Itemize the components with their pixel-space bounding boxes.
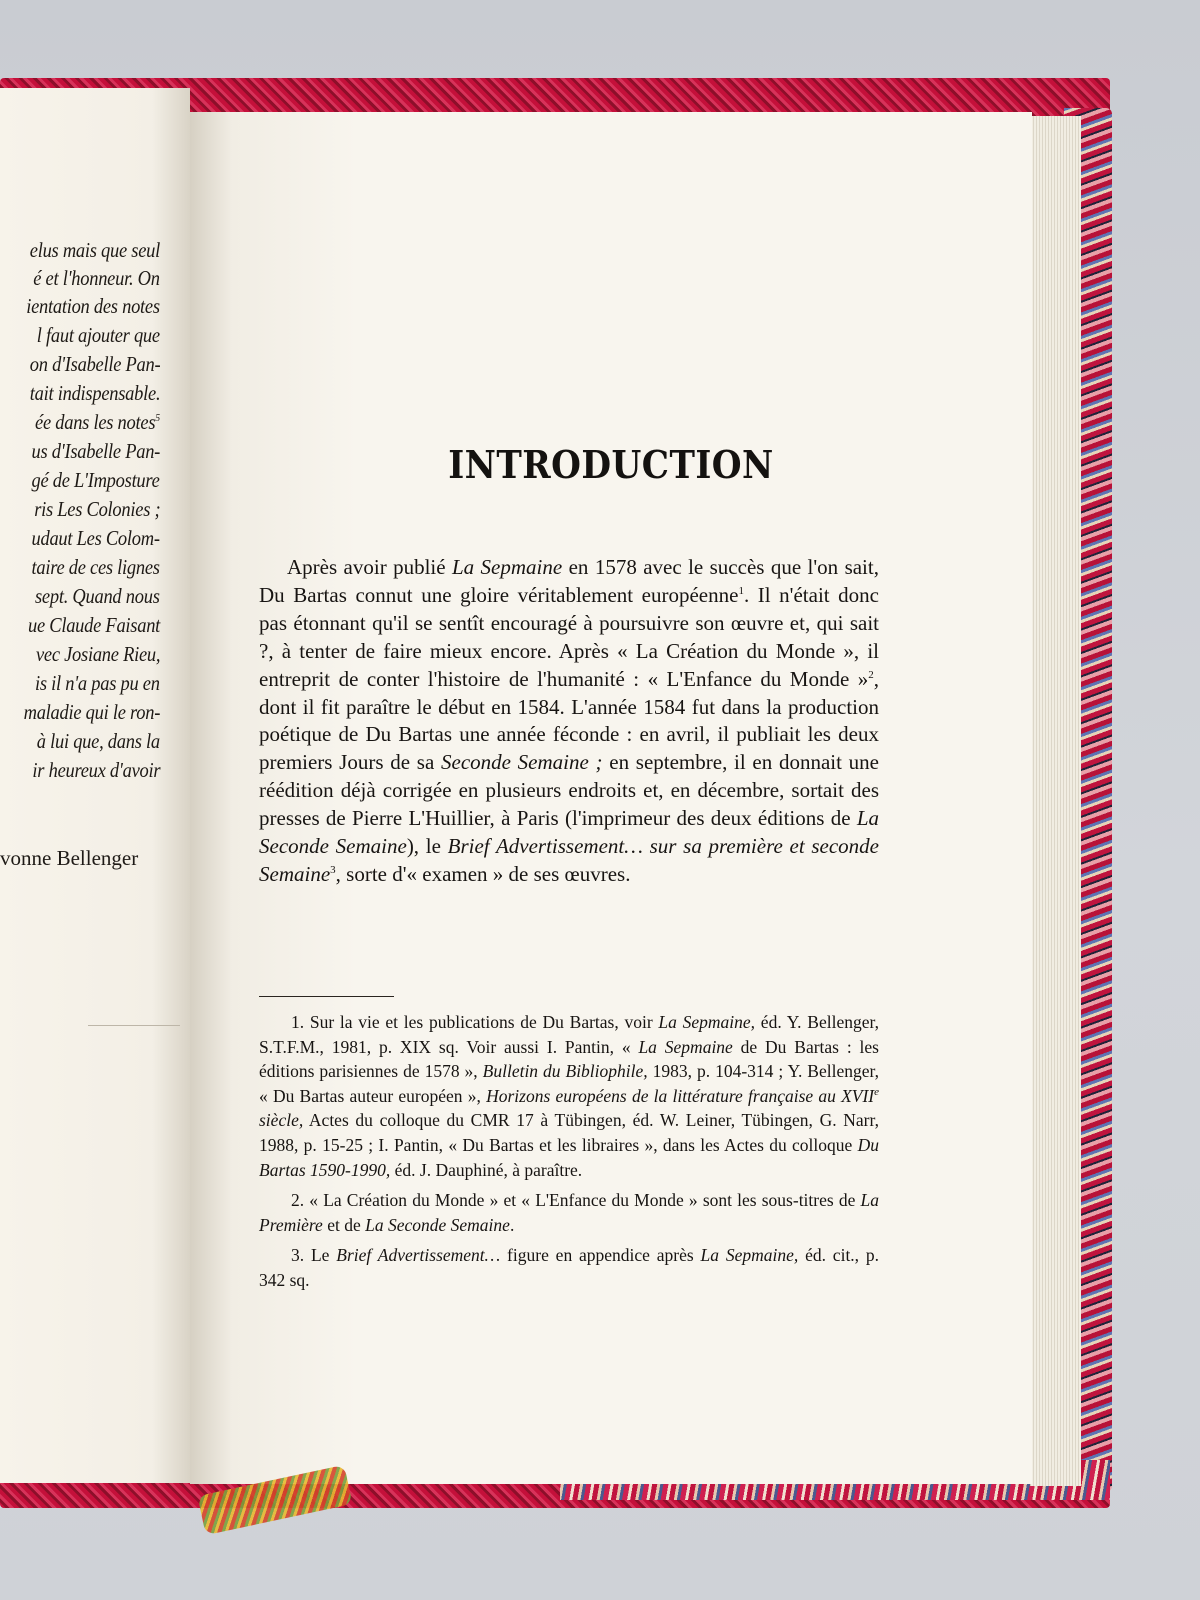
left-page-line: sept. Quand nous bbox=[35, 584, 160, 608]
left-page-line: ientation des notes bbox=[26, 294, 160, 318]
footnote-rule bbox=[259, 996, 394, 997]
body-paragraph: Après avoir publié La Sepmaine en 1578 avec le succès que l'on sait, Du Bartas connut une gloire véritablement européenne$^1$. Il n'était donc pas étonnant qu'il se sentît encouragé à poursuivre son œuvre et, qui sait ?, à tenter de faire mieux encore. Après « La Création du Monde », il entreprit de conter l'histoire de l'humanité : « L'Enfance du Monde »$^2$, dont il fit paraître le début en 1584. L'année 1584 fut dans la production poétique de Du Bartas une année féconde : en avril, il publiait les deux premiers Jours de sa Seconde Semaine ; en septembre, il en donnait une réédition déjà corrigée en plusieurs endroits et, en décembre, sortait des presses de Pierre L'Huillier, à Paris (l'imprimeur des deux éditions de La Seconde Semaine), le Brief Advertissement… sur sa première et seconde Semaine$^3$, sorte d'« examen » de ses œuvres. bbox=[259, 555, 880, 886]
left-page-line: ée dans les notes$^5$ bbox=[35, 410, 160, 434]
footnotes bbox=[259, 1010, 879, 1299]
left-page-line: maladie qui le ron- bbox=[23, 700, 160, 724]
left-page-line: gé de L'Imposture bbox=[31, 468, 160, 492]
left-page-line: l faut ajouter que bbox=[36, 323, 160, 347]
footnote-3: 3. Le Brief Advertissement… figure en appendice après La Sepmaine, éd. cit., p. 342 sq. bbox=[259, 1245, 880, 1290]
left-page-line: vec Josiane Rieu, bbox=[35, 642, 160, 666]
left-page-line: elus mais que seul bbox=[29, 238, 160, 262]
left-page-line: ir heureux d'avoir bbox=[32, 758, 160, 782]
left-page-line: on d'Isabelle Pan- bbox=[29, 352, 160, 376]
left-page bbox=[0, 88, 190, 1483]
left-page-footnote-rule bbox=[88, 1025, 180, 1026]
page-block-edge bbox=[1030, 116, 1081, 1486]
chapter-title: INTRODUCTION bbox=[448, 442, 774, 487]
left-page-line: tait indispensable. bbox=[29, 381, 160, 405]
left-page-line: à lui que, dans la bbox=[36, 729, 160, 753]
left-page-line: us d'Isabelle Pan- bbox=[31, 439, 160, 463]
footnote-1: 1. Sur la vie et les publications de Du Bartas, voir La Sepmaine, éd. Y. Bellenger, S.T.F.M., 1981, p. XIX sq. Voir aussi I. Pantin, « La Sepmaine de Du Bartas : les éditions parisiennes de 1578 », Bulletin du Bibliophile, 1983, p. 104-314 ; Y. Bellenger, « Du Bartas auteur européen », Horizons européens de la littérature française au XVIIe siècle, Actes du colloque du CMR 17 à Tübingen, éd. W. Leiner, Tübingen, G. Narr, 1988, p. 15-25 ; I. Pantin, « Du Bartas et les libraires », dans les Actes du colloque Du Bartas 1590-1990, éd. J. Dauphiné, à paraître. bbox=[259, 1012, 879, 1180]
left-page-line: taire de ces lignes bbox=[31, 555, 160, 579]
left-page-line: ue Claude Faisant bbox=[27, 613, 160, 637]
footnote-ref: 2 bbox=[868, 668, 874, 681]
left-page-line: udaut Les Colom- bbox=[31, 526, 160, 550]
left-page-signature: vonne Bellenger bbox=[0, 846, 139, 870]
right-page bbox=[190, 112, 1032, 1484]
left-page-line: é et l'honneur. On bbox=[33, 266, 160, 290]
footnote-2: 2. « La Création du Monde » et « L'Enfance du Monde » sont les sous-titres de La Première et de La Seconde Semaine. bbox=[259, 1190, 879, 1235]
footnote-ref: 3 bbox=[330, 863, 336, 876]
left-page-line: ris Les Colonies ; bbox=[33, 497, 160, 521]
footnote-ref: 1 bbox=[738, 584, 744, 597]
left-page-line: is il n'a pas pu en bbox=[35, 671, 160, 695]
